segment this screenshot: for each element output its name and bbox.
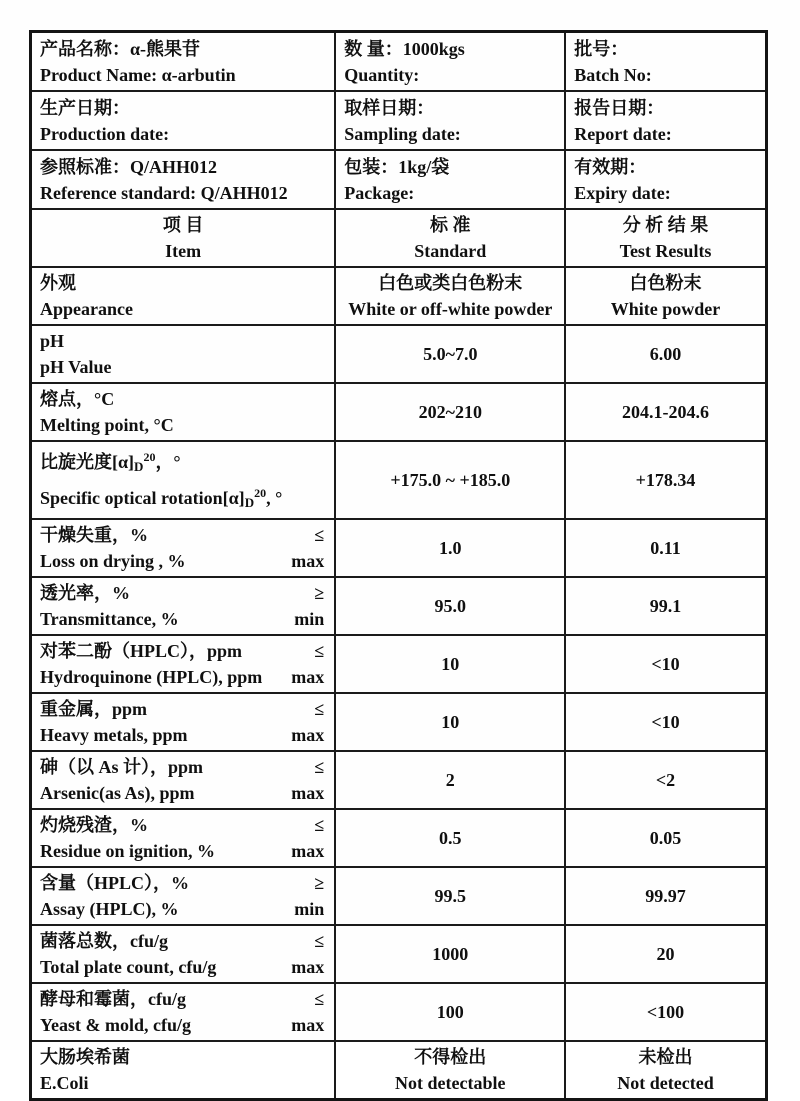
residue-result-value: 0.05 xyxy=(649,828,682,848)
hydroquinone-standard-cell xyxy=(335,635,565,693)
appearance-name-zh: 外观 xyxy=(40,273,76,293)
sampling-date-en: Sampling date: xyxy=(344,123,461,144)
expiry-date-en: Expiry date: xyxy=(574,182,671,203)
yeast-name-zh: 酵母和霉菌，cfu/g xyxy=(40,989,186,1009)
assay-limit-word: min xyxy=(294,899,325,919)
ecoli-item-cell xyxy=(31,1041,336,1100)
row-optical-rotation xyxy=(31,441,767,519)
header-standard-cell xyxy=(335,209,565,267)
yeast-item-cell xyxy=(31,983,336,1041)
optical-result-value: +178.34 xyxy=(635,470,696,490)
production-date-zh: 生产日期： xyxy=(40,97,130,118)
product-name-cell xyxy=(31,32,336,92)
production-date-cell xyxy=(31,91,336,150)
report-date-cell xyxy=(565,91,766,150)
lod-limit-word: max xyxy=(291,551,325,571)
ecoli-result-en: Not detected xyxy=(617,1073,714,1093)
assay-standard-cell xyxy=(335,867,565,925)
row-arsenic xyxy=(31,751,767,809)
ph-standard-value: 5.0~7.0 xyxy=(423,344,478,364)
optical-zh-prefix: 比旋光度[α] xyxy=(40,452,135,472)
transmittance-standard-cell xyxy=(335,577,565,635)
heavy-metals-standard-value: 10 xyxy=(441,712,460,732)
row-appearance xyxy=(31,267,767,325)
expiry-date-zh: 有效期： xyxy=(574,156,647,177)
report-date-zh: 报告日期： xyxy=(574,97,665,118)
package-en: Package: xyxy=(344,182,415,203)
appearance-name-en: Appearance xyxy=(40,299,133,319)
ph-result-value: 6.00 xyxy=(649,344,682,364)
lod-result-value: 0.11 xyxy=(650,538,681,558)
appearance-item-cell xyxy=(31,267,336,325)
row-assay xyxy=(31,867,767,925)
optical-superscript-20-en: 20 xyxy=(254,486,267,500)
row-transmittance xyxy=(31,577,767,635)
package-cell xyxy=(335,150,565,209)
coa-table xyxy=(29,30,768,1101)
optical-result-cell xyxy=(565,441,766,519)
yeast-standard-cell xyxy=(335,983,565,1041)
row-yeast-mold xyxy=(31,983,767,1041)
lod-limit-symbol: ≤ xyxy=(314,525,325,545)
arsenic-name-en: Arsenic(as As), ppm xyxy=(40,783,195,803)
row-ecoli xyxy=(31,1041,767,1100)
heavy-metals-limit-symbol: ≤ xyxy=(314,699,325,719)
assay-name-zh: 含量（HPLC），% xyxy=(40,873,190,893)
tpc-result-cell xyxy=(565,925,766,983)
arsenic-standard-value: 2 xyxy=(445,770,455,790)
hydroquinone-name-zh: 对苯二酚（HPLC），ppm xyxy=(40,641,243,661)
ecoli-standard-zh: 不得检出 xyxy=(414,1047,487,1067)
assay-item-cell xyxy=(31,867,336,925)
appearance-standard-cell xyxy=(335,267,565,325)
transmittance-name-en: Transmittance, % xyxy=(40,609,179,629)
optical-en-prefix: Specific optical rotation[α] xyxy=(40,488,245,508)
optical-en-tail: , ° xyxy=(266,488,283,508)
transmittance-result-cell xyxy=(565,577,766,635)
info-row-standard-package xyxy=(31,150,767,209)
appearance-result-en: White powder xyxy=(610,299,721,319)
heavy-metals-limit-word: max xyxy=(291,725,325,745)
header-results-cell xyxy=(565,209,766,267)
tpc-limit-symbol: ≤ xyxy=(314,931,325,951)
tpc-result-value: 20 xyxy=(656,944,675,964)
melting-standard-value: 202~210 xyxy=(418,402,482,422)
batch-no-cell xyxy=(565,32,766,92)
residue-standard-cell xyxy=(335,809,565,867)
quantity-cell xyxy=(335,32,565,92)
residue-name-en: Residue on ignition, % xyxy=(40,841,216,861)
product-name-zh: 产品名称：α-熊果苷 xyxy=(40,38,201,59)
tpc-standard-cell xyxy=(335,925,565,983)
header-item-cell xyxy=(31,209,336,267)
arsenic-result-value: <2 xyxy=(655,770,676,790)
melting-name-zh: 熔点，°C xyxy=(40,389,115,409)
hydroquinone-limit-symbol: ≤ xyxy=(314,641,325,661)
product-name-en: Product Name: α-arbutin xyxy=(40,64,236,85)
assay-result-value: 99.97 xyxy=(645,886,686,906)
melting-result-value: 204.1-204.6 xyxy=(622,402,710,422)
residue-standard-value: 0.5 xyxy=(439,828,462,848)
transmittance-name-zh: 透光率，% xyxy=(40,583,130,603)
melting-result-cell xyxy=(565,383,766,441)
hydroquinone-result-value: <10 xyxy=(651,654,680,674)
arsenic-result-cell xyxy=(565,751,766,809)
ph-name-en: pH Value xyxy=(40,357,112,377)
hydroquinone-standard-value: 10 xyxy=(441,654,460,674)
residue-item-cell xyxy=(31,809,336,867)
optical-superscript-20: 20 xyxy=(143,450,156,464)
yeast-result-cell xyxy=(565,983,766,1041)
transmittance-result-value: 99.1 xyxy=(649,596,682,616)
tpc-name-zh: 菌落总数，cfu/g xyxy=(40,931,168,951)
lod-name-en: Loss on drying , % xyxy=(40,551,186,571)
ecoli-standard-cell xyxy=(335,1041,565,1100)
report-date-en: Report date: xyxy=(574,123,672,144)
hydroquinone-limit-word: max xyxy=(291,667,325,687)
residue-limit-symbol: ≤ xyxy=(314,815,325,835)
lod-standard-value: 1.0 xyxy=(439,538,462,558)
reference-standard-cell xyxy=(31,150,336,209)
reference-standard-zh: 参照标准：Q/AHH012 xyxy=(40,156,218,177)
heavy-metals-name-zh: 重金属，ppm xyxy=(40,699,148,719)
ph-standard-cell xyxy=(335,325,565,383)
package-zh: 包装：1kg/袋 xyxy=(344,156,450,177)
ph-name-zh: pH xyxy=(40,331,65,351)
yeast-standard-value: 100 xyxy=(436,1002,464,1022)
header-standard-en: Standard xyxy=(414,241,487,261)
ph-result-cell xyxy=(565,325,766,383)
yeast-result-value: <100 xyxy=(646,1002,685,1022)
header-standard-zh: 标 准 xyxy=(430,215,471,235)
row-melting-point xyxy=(31,383,767,441)
quantity-en: Quantity: xyxy=(344,64,420,85)
row-heavy-metals xyxy=(31,693,767,751)
ecoli-result-cell xyxy=(565,1041,766,1100)
appearance-result-zh: 白色粉末 xyxy=(629,273,702,293)
sampling-date-zh: 取样日期： xyxy=(344,97,435,118)
yeast-limit-word: max xyxy=(291,1015,325,1035)
arsenic-name-zh: 砷（以 As 计），ppm xyxy=(40,757,204,777)
transmittance-limit-word: min xyxy=(294,609,325,629)
lod-standard-cell xyxy=(335,519,565,577)
header-item-en: Item xyxy=(165,241,202,261)
assay-standard-value: 99.5 xyxy=(434,886,467,906)
heavy-metals-item-cell xyxy=(31,693,336,751)
optical-zh-tail: ，° xyxy=(155,452,181,472)
optical-name-en xyxy=(40,480,282,516)
header-item-zh: 项 目 xyxy=(162,215,204,235)
assay-limit-symbol: ≥ xyxy=(314,873,325,893)
production-date-en: Production date: xyxy=(40,123,170,144)
arsenic-standard-cell xyxy=(335,751,565,809)
arsenic-limit-word: max xyxy=(291,783,325,803)
info-row-dates xyxy=(31,91,767,150)
quantity-zh: 数 量：1000kgs xyxy=(344,38,465,59)
arsenic-limit-symbol: ≤ xyxy=(314,757,325,777)
ecoli-standard-en: Not detectable xyxy=(395,1073,506,1093)
residue-name-zh: 灼烧残渣，% xyxy=(40,815,148,835)
row-loss-on-drying xyxy=(31,519,767,577)
melting-name-en: Melting point, °C xyxy=(40,415,174,435)
heavy-metals-result-value: <10 xyxy=(651,712,680,732)
row-total-plate-count xyxy=(31,925,767,983)
melting-item-cell xyxy=(31,383,336,441)
appearance-standard-en: White or off-white powder xyxy=(348,299,553,319)
batch-no-zh: 批号： xyxy=(574,38,629,59)
header-results-zh: 分 析 结 果 xyxy=(622,215,709,235)
optical-standard-value: +175.0 ~ +185.0 xyxy=(390,470,511,490)
transmittance-item-cell xyxy=(31,577,336,635)
heavy-metals-standard-cell xyxy=(335,693,565,751)
batch-no-en: Batch No: xyxy=(574,64,652,85)
row-hydroquinone xyxy=(31,635,767,693)
header-results-en: Test Results xyxy=(619,241,712,261)
residue-result-cell xyxy=(565,809,766,867)
row-residue-on-ignition xyxy=(31,809,767,867)
ph-item-cell xyxy=(31,325,336,383)
sampling-date-cell xyxy=(335,91,565,150)
appearance-standard-zh: 白色或类白色粉末 xyxy=(378,273,523,293)
optical-subscript-d-en: D xyxy=(244,495,255,510)
tpc-limit-word: max xyxy=(291,957,325,977)
hydroquinone-name-en: Hydroquinone (HPLC), ppm xyxy=(40,667,263,687)
expiry-date-cell xyxy=(565,150,766,209)
heavy-metals-result-cell xyxy=(565,693,766,751)
assay-name-en: Assay (HPLC), % xyxy=(40,899,179,919)
yeast-limit-symbol: ≤ xyxy=(314,989,325,1009)
table-header-row xyxy=(31,209,767,267)
melting-standard-cell xyxy=(335,383,565,441)
hydroquinone-item-cell xyxy=(31,635,336,693)
optical-subscript-d: D xyxy=(134,459,144,474)
heavy-metals-name-en: Heavy metals, ppm xyxy=(40,725,188,745)
hydroquinone-result-cell xyxy=(565,635,766,693)
lod-result-cell xyxy=(565,519,766,577)
ecoli-name-zh: 大肠埃希菌 xyxy=(40,1047,130,1067)
lod-name-zh: 干燥失重，% xyxy=(40,525,148,545)
ecoli-name-en: E.Coli xyxy=(40,1073,89,1093)
yeast-name-en: Yeast & mold, cfu/g xyxy=(40,1015,191,1035)
assay-result-cell xyxy=(565,867,766,925)
optical-name-zh xyxy=(40,444,282,480)
ecoli-result-zh: 未检出 xyxy=(638,1047,693,1067)
tpc-name-en: Total plate count, cfu/g xyxy=(40,957,217,977)
reference-standard-en: Reference standard: Q/AHH012 xyxy=(40,182,288,203)
tpc-standard-value: 1000 xyxy=(432,944,469,964)
lod-item-cell xyxy=(31,519,336,577)
arsenic-item-cell xyxy=(31,751,336,809)
info-row-product xyxy=(31,32,767,92)
row-ph xyxy=(31,325,767,383)
residue-limit-word: max xyxy=(291,841,325,861)
tpc-item-cell xyxy=(31,925,336,983)
transmittance-limit-symbol: ≥ xyxy=(314,583,325,603)
appearance-result-cell xyxy=(565,267,766,325)
transmittance-standard-value: 95.0 xyxy=(434,596,467,616)
optical-item-cell xyxy=(31,441,336,519)
optical-standard-cell xyxy=(335,441,565,519)
